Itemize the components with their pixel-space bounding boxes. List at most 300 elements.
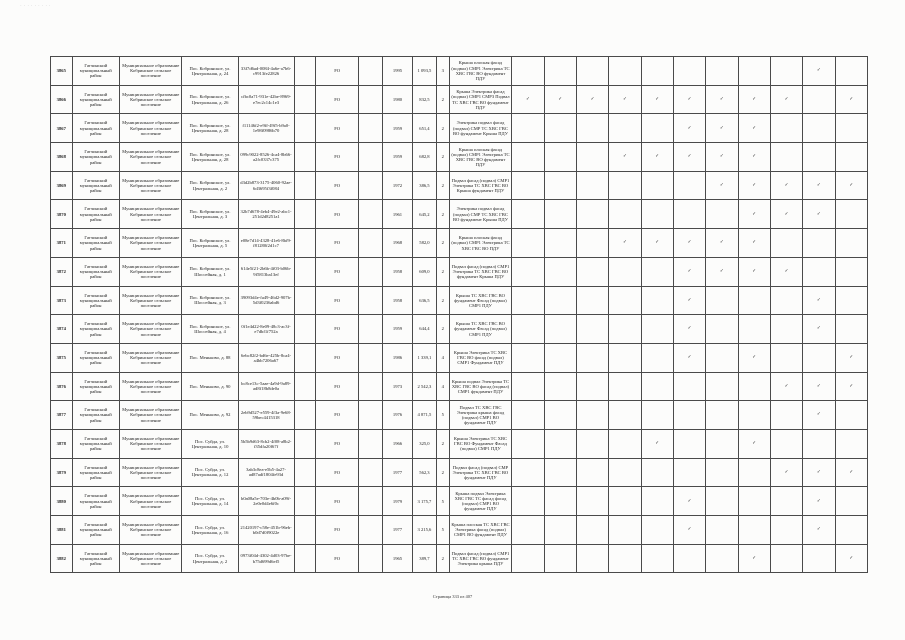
work-check-cell [609,171,641,200]
work-check-cell [770,114,802,143]
checkmark-icon: ✓ [784,96,789,102]
work-check-cell [544,401,576,430]
work-check-cell [512,200,544,229]
work-check-cell [641,343,673,372]
work-check-cell [706,401,738,430]
checkmark-icon: ✓ [719,269,724,275]
work-check-cell [641,487,673,516]
page-footer: Страница 333 из 407 [432,594,473,599]
row-number: 3865 [51,57,73,86]
work-check-cell [770,516,802,545]
work-check-cell [738,487,770,516]
fias-code-cell: e08e7d14-4328-41e6-8bf9-f81280f2d1c7 [238,229,294,258]
works-cell: Подвал фасад (подвал) СМР1 Электрика ТС ХВС ГВС ВО фундамент Крыша ПДУ [449,257,512,286]
area-cell: 832,5 [413,85,437,114]
works-cell: Подвал фасад (подвал) СМР1 ТС ХВС ГВС ВО фундамент Электрика крыша ПДУ [449,544,512,573]
blank-cell [294,85,316,114]
floors-cell: 2 [436,114,449,143]
work-check-cell [609,286,641,315]
blank-cell [294,516,316,545]
work-check-cell [738,229,770,258]
district-cell: Гатчинский муниципальный район [72,458,119,487]
checkmark-icon: ✓ [687,96,692,102]
work-check-cell [609,544,641,573]
year-cell: 1968 [382,229,412,258]
work-check-cell [738,544,770,573]
area-cell: 645,2 [413,200,437,229]
floors-cell: 2 [436,85,449,114]
row-number: 3869 [51,171,73,200]
work-check-cell [803,429,835,458]
type-cell: FO [316,458,359,487]
type-cell: FO [316,372,359,401]
work-check-cell [576,372,608,401]
work-check-cell [835,458,868,487]
blank-cell [294,143,316,172]
checkmark-icon: ✓ [622,96,627,102]
work-check-cell [803,171,835,200]
work-check-cell [544,372,576,401]
work-check-cell [835,114,868,143]
work-check-cell [835,429,868,458]
work-check-cell [738,114,770,143]
checkmark-icon: ✓ [752,154,757,160]
settlement-cell: Муниципальное образование Кобринское сельское поселение [119,458,182,487]
row-number: 3871 [51,229,73,258]
blank-cell [359,257,383,286]
work-check-cell [706,200,738,229]
work-check-cell [803,487,835,516]
work-check-cell [770,143,802,172]
checkmark-icon: ✓ [687,240,692,246]
work-check-cell [770,286,802,315]
year-cell: 1986 [382,343,412,372]
district-cell: Гатчинский муниципальный район [72,372,119,401]
checkmark-icon: ✓ [719,96,724,102]
blank-cell [294,401,316,430]
works-cell: Подвал фасад (подвал) СМР1 Электрика ТС ХВС ГВС ВО Крыша фундамент ПДУ [449,171,512,200]
work-check-cell [803,372,835,401]
blank-cell [359,85,383,114]
work-check-cell [609,401,641,430]
type-cell: FO [316,257,359,286]
row-number: 3881 [51,516,73,545]
address-cell: Пос. Кобринское, ул. Шоссейная, д. 1 [182,257,238,286]
work-check-cell [576,487,608,516]
fias-code-cell: 3ab3c8ea-e5b5-4a27-ad87adf1804fe93d [238,458,294,487]
row-number: 3876 [51,372,73,401]
district-cell: Гатчинский муниципальный район [72,315,119,344]
row-number: 3874 [51,315,73,344]
row-number: 3880 [51,487,73,516]
work-check-cell [770,85,802,114]
checkmark-icon: ✓ [784,182,789,188]
table-row [51,85,868,114]
checkmark-icon: ✓ [784,269,789,275]
works-cell: Крыша плоская ТС ХВС ГВС Электрика фасад (подвал) СМР1 ВО фундамент ПДУ [449,516,512,545]
table-row [51,114,868,143]
checkmark-icon: ✓ [849,96,854,102]
fias-code-cell: d3d2b873-3175-4060-92ae-6d3695f3f084 [238,171,294,200]
checkmark-icon: ✓ [816,498,821,504]
fias-code-cell: bc8ce13c-5aae-4a9d-9a89-ad8f18b8de0a [238,372,294,401]
works-cell: Крыша плоская фасад (подвал) СМР1 Электрика ТС ХВС ГВС ВО ПДУ [449,229,512,258]
settlement-cell: Муниципальное образование Кобринское сельское поселение [119,516,182,545]
work-check-cell [609,315,641,344]
work-check-cell [609,343,641,372]
type-cell: FO [316,200,359,229]
fias-code-cell: 0973f04d-4302-4d03-97be-b75d699d6ef5 [238,544,294,573]
address-cell: Пос. Кобринское, ул. Центральная, д. 2 [182,171,238,200]
work-check-cell [609,458,641,487]
work-check-cell [673,429,705,458]
works-cell: Электрика подвал фасад (подвал) СМР ТС ХВС ГВС ВО фундамент Крыша ПДУ [449,200,512,229]
year-cell: 1979 [382,487,412,516]
row-number: 3882 [51,544,73,573]
work-check-cell [512,458,544,487]
settlement-cell: Муниципальное образование Кобринское сельское поселение [119,143,182,172]
checkmark-icon: ✓ [752,182,757,188]
blank-cell [359,171,383,200]
settlement-cell: Муниципальное образование Кобринское сельское поселение [119,257,182,286]
type-cell: FO [316,544,359,573]
work-check-cell [512,401,544,430]
area-cell: 636,5 [413,286,437,315]
year-cell: 1973 [382,372,412,401]
checkmark-icon: ✓ [816,68,821,74]
work-check-cell [738,85,770,114]
year-cell: 1976 [382,401,412,430]
blank-cell [294,114,316,143]
work-check-cell [706,315,738,344]
address-cell: Пос. Кобринское, ул. Центральная, д. 24 [182,57,238,86]
checkmark-icon: ✓ [525,96,530,102]
work-check-cell [738,343,770,372]
work-check-cell [576,286,608,315]
year-cell: 1959 [382,315,412,344]
work-check-cell [641,229,673,258]
work-check-cell [641,429,673,458]
table-row [51,544,868,573]
floors-cell: 2 [436,257,449,286]
work-check-cell [512,257,544,286]
work-check-cell [835,487,868,516]
checkmark-icon: ✓ [752,441,757,447]
work-check-cell [803,229,835,258]
work-check-cell [803,85,835,114]
work-check-cell [706,429,738,458]
district-cell: Гатчинский муниципальный район [72,85,119,114]
checkmark-icon: ✓ [752,96,757,102]
row-number: 3872 [51,257,73,286]
work-check-cell [770,200,802,229]
type-cell: FO [316,286,359,315]
address-cell: Пос. Кобринское, ул. Центральная, д. 3 [182,200,238,229]
work-check-cell [770,429,802,458]
settlement-cell: Муниципальное образование Кобринское сельское поселение [119,429,182,458]
work-check-cell [673,315,705,344]
table-row [51,458,868,487]
work-check-cell [512,85,544,114]
row-number: 3873 [51,286,73,315]
fias-code-cell: 614e5f21-2b6b-4f03-b06b-9f5813ba13ef [238,257,294,286]
work-check-cell [544,85,576,114]
work-check-cell [706,114,738,143]
area-cell: 2 542,3 [413,372,437,401]
settlement-cell: Муниципальное образование Кобринское сельское поселение [119,114,182,143]
work-check-cell [770,257,802,286]
work-check-cell [576,401,608,430]
address-cell: Пос. Меньково, д. 90 [182,372,238,401]
district-cell: Гатчинский муниципальный район [72,229,119,258]
work-check-cell [738,429,770,458]
work-check-cell [641,171,673,200]
year-cell: 1977 [382,458,412,487]
work-check-cell [835,200,868,229]
fias-code-cell: f11146f2-e9ff-49f5-b9a0-1e98f0986b70 [238,114,294,143]
work-check-cell [576,114,608,143]
table-row [51,401,868,430]
blank-cell [294,257,316,286]
works-cell: Подвал ТС ХВС ГВС Электрика крыша фасад (подвал) СМР1 ВО фундамент ПДУ [449,401,512,430]
checkmark-icon: ✓ [849,182,854,188]
work-check-cell [609,429,641,458]
work-check-cell [770,57,802,86]
type-cell: FO [316,401,359,430]
row-number: 3877 [51,401,73,430]
works-cell: Крыша подвал Электрика ТС ХВС ГВС ВО фасад (подвал) СМР1 фундамент ПДУ [449,372,512,401]
table-row [51,257,868,286]
table-row [51,143,868,172]
work-check-cell [641,544,673,573]
work-check-cell [609,114,641,143]
work-check-cell [641,286,673,315]
settlement-cell: Муниципальное образование Кобринское сельское поселение [119,286,182,315]
work-check-cell [512,57,544,86]
district-cell: Гатчинский муниципальный район [72,200,119,229]
work-check-cell [706,257,738,286]
work-check-cell [803,343,835,372]
year-cell: 1972 [382,171,412,200]
row-number: 3867 [51,114,73,143]
work-check-cell [706,516,738,545]
type-cell: FO [316,487,359,516]
work-check-cell [835,143,868,172]
work-check-cell [512,229,544,258]
fias-code-cell: 6ebc82f2-bd6e-425b-8ca4-a4bb7206a67 [238,343,294,372]
work-check-cell [706,85,738,114]
blank-cell [294,229,316,258]
checkmark-icon: ✓ [687,297,692,303]
work-check-cell [512,516,544,545]
checkmark-icon: ✓ [816,182,821,188]
work-check-cell [673,85,705,114]
work-check-cell [738,143,770,172]
work-check-cell [835,315,868,344]
checkmark-icon: ✓ [622,154,627,160]
table-row [51,487,868,516]
work-check-cell [803,401,835,430]
work-check-cell [673,114,705,143]
work-check-cell [738,458,770,487]
checkmark-icon: ✓ [752,269,757,275]
work-check-cell [803,200,835,229]
work-check-cell [641,315,673,344]
year-cell: 1966 [382,429,412,458]
year-cell: 1977 [382,516,412,545]
checkmark-icon: ✓ [719,125,724,131]
checkmark-icon: ✓ [849,469,854,475]
row-number: 3870 [51,200,73,229]
blank-cell [294,200,316,229]
blank-cell [294,343,316,372]
type-cell: FO [316,516,359,545]
checkmark-icon: ✓ [687,498,692,504]
work-check-cell [770,458,802,487]
work-check-cell [576,200,608,229]
checkmark-icon: ✓ [590,96,595,102]
settlement-cell: Муниципальное образование Кобринское сельское поселение [119,401,182,430]
checkmark-icon: ✓ [752,211,757,217]
work-check-cell [544,544,576,573]
blank-cell [359,114,383,143]
work-check-cell [738,257,770,286]
work-check-cell [512,143,544,172]
checkmark-icon: ✓ [849,555,854,561]
checkmark-icon: ✓ [816,527,821,533]
address-cell: Пос. Суйда, ул. Центральная, д. 12 [182,458,238,487]
checkmark-icon: ✓ [687,355,692,361]
address-cell: Пос. Кобринское, ул. Шоссейная, д. 4 [182,315,238,344]
address-cell: Пос. Суйда, ул. Центральная, д. 2 [182,544,238,573]
type-cell: FO [316,229,359,258]
work-check-cell [641,458,673,487]
work-check-cell [770,401,802,430]
settlement-cell: Муниципальное образование Кобринское сельское поселение [119,544,182,573]
work-check-cell [673,458,705,487]
table-row [51,229,868,258]
checkmark-icon: ✓ [687,125,692,131]
table-row [51,57,868,86]
area-cell: 3 215,6 [413,516,437,545]
district-cell: Гатчинский муниципальный район [72,57,119,86]
work-check-cell [641,85,673,114]
table-row [51,200,868,229]
work-check-cell [673,229,705,258]
blank-cell [294,458,316,487]
blank-cell [359,544,383,573]
works-cell: Электрика подвал фасад (подвал) СМР ТС ХВС ГВС ВО фундамент Крыша ПДУ [449,114,512,143]
address-cell: Пос. Кобринское, ул. Центральная, д. 28 [182,114,238,143]
work-check-cell [641,401,673,430]
scan-header-marks: · · · · · · · · · [20,3,51,7]
work-check-cell [673,200,705,229]
area-cell: 609,0 [413,257,437,286]
checkmark-icon: ✓ [849,383,854,389]
checkmark-icon: ✓ [655,154,660,160]
settlement-cell: Муниципальное образование Кобринское сельское поселение [119,200,182,229]
address-cell: Пос. Кобринское, ул. Центральная, д. 28 [182,143,238,172]
work-check-cell [738,57,770,86]
work-check-cell [738,401,770,430]
floors-cell: 2 [436,229,449,258]
work-check-cell [673,544,705,573]
work-check-cell [770,315,802,344]
row-number: 3868 [51,143,73,172]
checkmark-icon: ✓ [622,240,627,246]
work-check-cell [512,315,544,344]
settlement-cell: Муниципальное образование Кобринское сельское поселение [119,487,182,516]
checkmark-icon: ✓ [816,412,821,418]
blank-cell [359,516,383,545]
checkmark-icon: ✓ [719,154,724,160]
district-cell: Гатчинский муниципальный район [72,516,119,545]
work-check-cell [576,57,608,86]
work-check-cell [512,372,544,401]
checkmark-icon: ✓ [816,211,821,217]
work-check-cell [576,429,608,458]
work-check-cell [803,315,835,344]
work-check-cell [544,57,576,86]
area-cell: 325,0 [413,429,437,458]
row-number: 3875 [51,343,73,372]
work-check-cell [609,200,641,229]
checkmark-icon: ✓ [655,441,660,447]
work-check-cell [803,516,835,545]
type-cell: FO [316,85,359,114]
work-check-cell [544,429,576,458]
checkmark-icon: ✓ [784,469,789,475]
floors-cell: 2 [436,315,449,344]
table-row [51,286,868,315]
work-check-cell [609,143,641,172]
work-check-cell [738,286,770,315]
work-check-cell [544,315,576,344]
district-cell: Гатчинский муниципальный район [72,257,119,286]
work-check-cell [803,57,835,86]
blank-cell [359,315,383,344]
table-row [51,516,868,545]
work-check-cell [738,171,770,200]
work-check-cell [544,200,576,229]
type-cell: FO [316,343,359,372]
work-check-cell [512,286,544,315]
work-check-cell [544,487,576,516]
work-check-cell [770,372,802,401]
work-check-cell [835,257,868,286]
floors-cell: 4 [436,372,449,401]
blank-cell [359,229,383,258]
year-cell: 1980 [382,85,412,114]
work-check-cell [706,171,738,200]
year-cell: 1959 [382,114,412,143]
row-number: 3866 [51,85,73,114]
area-cell: 389,7 [413,544,437,573]
checkmark-icon: ✓ [687,326,692,332]
checkmark-icon: ✓ [687,527,692,533]
work-check-cell [641,57,673,86]
table-row [51,343,868,372]
work-check-cell [706,229,738,258]
work-check-cell [835,544,868,573]
work-check-cell [673,286,705,315]
work-check-cell [544,114,576,143]
work-check-cell [673,171,705,200]
area-cell: 386,5 [413,171,437,200]
blank-cell [294,57,316,86]
work-check-cell [576,257,608,286]
area-cell: 682,8 [413,143,437,172]
